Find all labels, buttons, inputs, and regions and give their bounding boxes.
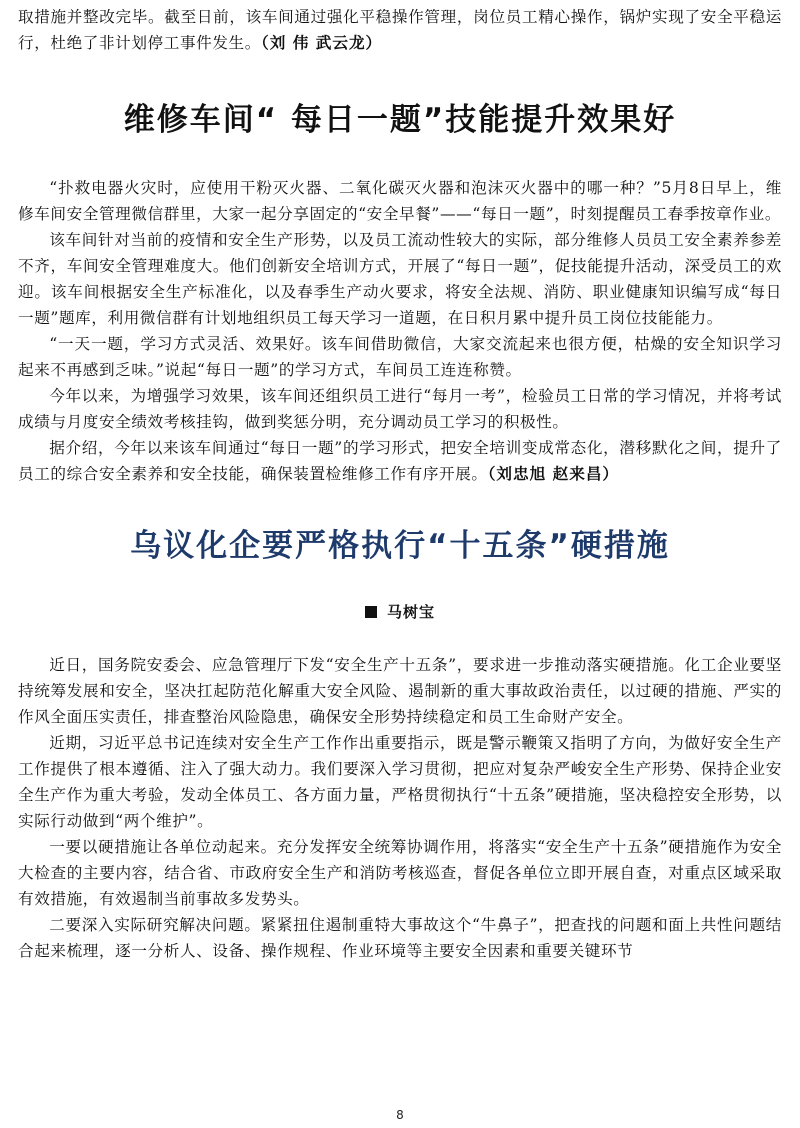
article-2-author: 马树宝 (386, 603, 435, 621)
article-2-title: 乌议化企要严格执行“十五条”硬措施 (130, 528, 670, 564)
article-1-paragraph-5: 据介绍，今年以来该车间通过“每日一题”的学习形式，把安全培训变成常态化，潜移默化之间，提升了员工的综合安全素养和安全技能，确保装置检维修工作有序开展。（刘忠旭 赵来昌） (18, 439, 782, 483)
article-1-byline: （刘忠旭 赵来昌） (487, 465, 620, 483)
article-1-paragraph-3: “一天一题，学习方式灵活、效果好。该车间借助微信，大家交流起来也很方便，枯燥的安全知识学习起来不再感到乏味。”说起“每日一题”的学习方式，车间员工连连称赞。 (18, 335, 782, 379)
article-1-title: 维修车间“ 每日一题”技能提升效果好 (123, 102, 677, 138)
article-1-paragraph-2: 该车间针对当前的疫情和安全生产形势，以及员工流动性较大的实际，部分维修人员员工安全素养参差不齐，车间安全管理难度大。他们创新安全培训方式，开展了“每日一题”，促技能提升活动，深受员工的欢迎。该车间根据安全生产标准化，以及春季生产动火要求，将安全法规、消防、职业健康知识编写成“每日一题”题库，利用微信群有计划地组织员工每天学习一道题，在日积月累中提升员工岗位技能能力。 (18, 231, 782, 327)
article-2-paragraph-3: 一要以硬措施让各单位动起来。充分发挥安全统筹协调作用，将落实“安全生产十五条”硬措施作为安全大检查的主要内容，结合省、市政府安全生产和消防考核巡查，督促各单位立即开展自查，对重点区域采取有效措施，有效遏制当前事故多发势头。 (18, 838, 782, 908)
article-2-paragraph-2: 近期，习近平总书记连续对安全生产工作作出重要指示，既是警示鞭策又指明了方向，为做好安全生产工作提供了根本遵循、注入了强大动力。我们要深入学习贯彻，把应对复杂严峻安全生产形势、保持企业安全生产作为重大考验，发动全体员工、各方面力量，严格贯彻执行“十五条”硬措施，坚决稳控安全形势，以实际行动做到“两个维护”。 (18, 734, 782, 830)
article-fifteen-measures (18, 487, 782, 964)
article-2-author-line (18, 601, 782, 622)
square-bullet-icon (365, 606, 377, 618)
previous-article-paragraph: 取措施并整改完毕。截至日前，该车间通过强化平稳操作管理，岗位员工精心操作，锅炉实现了安全平稳运行，杜绝了非计划停工事件发生。（刘 伟 武云龙） (18, 8, 782, 52)
page-number: 8 (396, 1108, 404, 1122)
article-2-paragraph-4: 二要深入实际研究解决问题。紧紧扭住遏制重特大事故这个“牛鼻子”，把查找的问题和面上共性问题结合起来梳理，逐一分析人、设备、操作规程、作业环境等主要安全因素和重要关键环节 (18, 916, 782, 960)
article-2-paragraph-1: 近日，国务院安委会、应急管理厅下发“安全生产十五条”，要求进一步推动落实硬措施。化工企业要坚持统筹发展和安全，坚决扛起防范化解重大安全风险、遏制新的重大事故政治责任，以过硬的措施、严实的作风全面压实责任，排查整治风险隐患，确保安全形势持续稳定和员工生命财产安全。 (18, 656, 782, 726)
article-1-paragraph-1: “扑救电器火灾时，应使用干粉灭火器、二氧化碳灭火器和泡沫灭火器中的哪一种？”5月8日早上，维修车间安全管理微信群里，大家一起分享固定的“安全早餐”——“每日一题”，时刻提醒员工春季按章作业。 (18, 179, 782, 223)
article-1-paragraph-4: 今年以来，为增强学习效果，该车间还组织员工进行“每月一考”，检验员工日常的学习情况，并将考试成绩与月度安全绩效考核挂钩，做到奖惩分明，充分调动员工学习的积极性。 (18, 387, 782, 431)
previous-article-ending (18, 0, 782, 56)
article-maintenance-workshop (18, 56, 782, 487)
previous-article-byline: （刘 伟 武云龙） (260, 34, 383, 52)
